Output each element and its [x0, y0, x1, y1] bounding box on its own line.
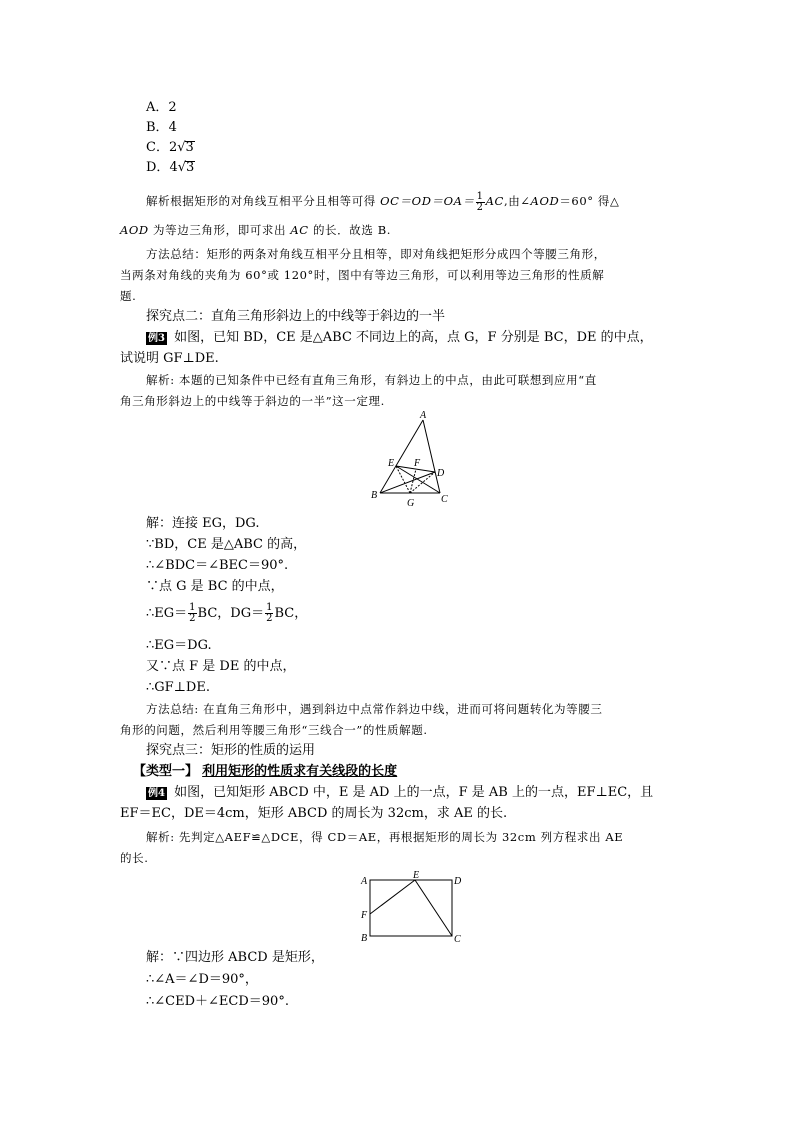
vertex-label-g: G: [407, 498, 415, 509]
vertex-label-c: C: [441, 494, 448, 505]
example-3-line-2: 试说明 GF⊥DE.: [120, 351, 219, 366]
analysis-1-line-1: 解析根据矩形的对角线互相平分且相等可得 OC＝OD＝OA＝ $\frac{1}{2}$ AC,由∠AOD＝60° 得△: [146, 190, 620, 213]
method-summary-1-line-3: 题.: [120, 289, 137, 303]
solution-1-line-3: ∴∠BDC＝∠BEC＝90°.: [146, 558, 289, 573]
solution-1-line-6: ∴EG＝DG.: [146, 638, 212, 653]
vertex-label-e: E: [388, 458, 395, 469]
analysis-3-line-1: 解析: 本题的已知条件中已经有直角三角形，有斜边上的中点，由此可联想到应用“直: [146, 373, 597, 387]
example-4-line-2: EF＝EC，DE＝4cm，矩形 ABCD 的周长为 32cm，求 AE 的长.: [120, 806, 508, 821]
fraction-half: $\frac{1}{2}$: [266, 602, 273, 624]
analysis-1-line-2: AOD 为等边三角形，即可求出 AC 的长．故选 B.: [120, 223, 392, 237]
solution-2-line-1: 解：∵四边形 ABCD 是矩形，: [146, 950, 324, 965]
method-summary-1-line-2: 当两条对角线的夹角为 60°或 120°时，图中有等边三角形，可以利用等边三角形的性质解: [120, 268, 605, 282]
type-1-heading: 【类型一】 利用矩形的性质求有关线段的长度: [133, 764, 398, 779]
option-a: A．2: [146, 100, 177, 115]
rectangle-figure: [358, 868, 468, 944]
method-summary-2-line-2: 角形的问题，然后利用等腰三角形“三线合一”的性质解题.: [120, 723, 428, 737]
analysis-3-line-2: 角三角形斜边上的中线等于斜边的一半”这一定理.: [120, 394, 385, 408]
solution-1-line-8: ∴GF⊥DE.: [146, 680, 210, 695]
vertex-label-d: D: [437, 468, 445, 479]
vertex-label-f: F: [414, 458, 421, 469]
solution-1-line-1: 解：连接 EG，DG.: [146, 516, 260, 531]
analysis-4-line-1: 解析: 先判定△AEF≌△DCE，得 CD＝AE，再根据矩形的周长为 32cm 列方程求出 AE: [146, 830, 624, 844]
fraction-half: $\frac{1}{2}$: [189, 602, 196, 624]
vertex-label-b: B: [371, 490, 378, 501]
option-b: B．4: [146, 120, 177, 135]
method-summary-1-line-1: 方法总结：矩形的两条对角线互相平分且相等，即对角线把矩形分成四个等腰三角形，: [146, 247, 606, 261]
triangle-figure: [368, 410, 452, 512]
example-3-tag: 例3: [148, 333, 165, 344]
section-3-title: 探究点三：矩形的性质的运用: [146, 743, 316, 758]
solution-1-line-2: ∵BD，CE 是△ABC 的高，: [146, 537, 307, 552]
vertex-label-f: F: [361, 910, 368, 921]
section-2-title: 探究点二：直角三角形斜边上的中线等于斜边的一半: [146, 309, 446, 324]
vertex-label-d: D: [454, 876, 462, 887]
vertex-label-a: A: [420, 410, 427, 421]
solution-2-line-2: ∴∠A＝∠D＝90°，: [146, 972, 258, 987]
fraction-half: $\frac{1}{2}$: [476, 190, 484, 213]
option-d: D．4√3: [146, 160, 195, 175]
vertex-label-b: B: [361, 933, 368, 944]
vertex-label-c: C: [454, 934, 461, 944]
solution-1-line-5: ∴EG＝ $\frac{1}{2}$ BC，DG＝ $\frac{1}{2}$ BC，: [146, 602, 308, 624]
option-c: C．2√3: [146, 140, 194, 155]
example-4-line-1: 例4 如图，已知矩形 ABCD 中，E 是 AD 上的一点，F 是 AB 上的一点，EF⊥EC，且: [148, 785, 654, 800]
analysis-4-line-2: 的长.: [120, 851, 149, 865]
vertex-label-e: E: [413, 870, 420, 881]
solution-1-line-4: ∵点 G 是 BC 的中点，: [146, 579, 284, 594]
example-3-line-1: 例3 如图，已知 BD，CE 是△ABC 不同边上的高，点 G，F 分别是 BC，DE 的中点，: [148, 330, 653, 345]
example-4-tag: 例4: [148, 788, 165, 799]
solution-1-line-7: 又∵点 F 是 DE 的中点，: [146, 659, 296, 674]
vertex-label-a: A: [361, 876, 368, 887]
solution-2-line-3: ∴∠CED＋∠ECD＝90°.: [146, 994, 289, 1009]
method-summary-2-line-1: 方法总结: 在直角三角形中，遇到斜边中点常作斜边中线，进而可将问题转化为等腰三: [146, 702, 603, 716]
